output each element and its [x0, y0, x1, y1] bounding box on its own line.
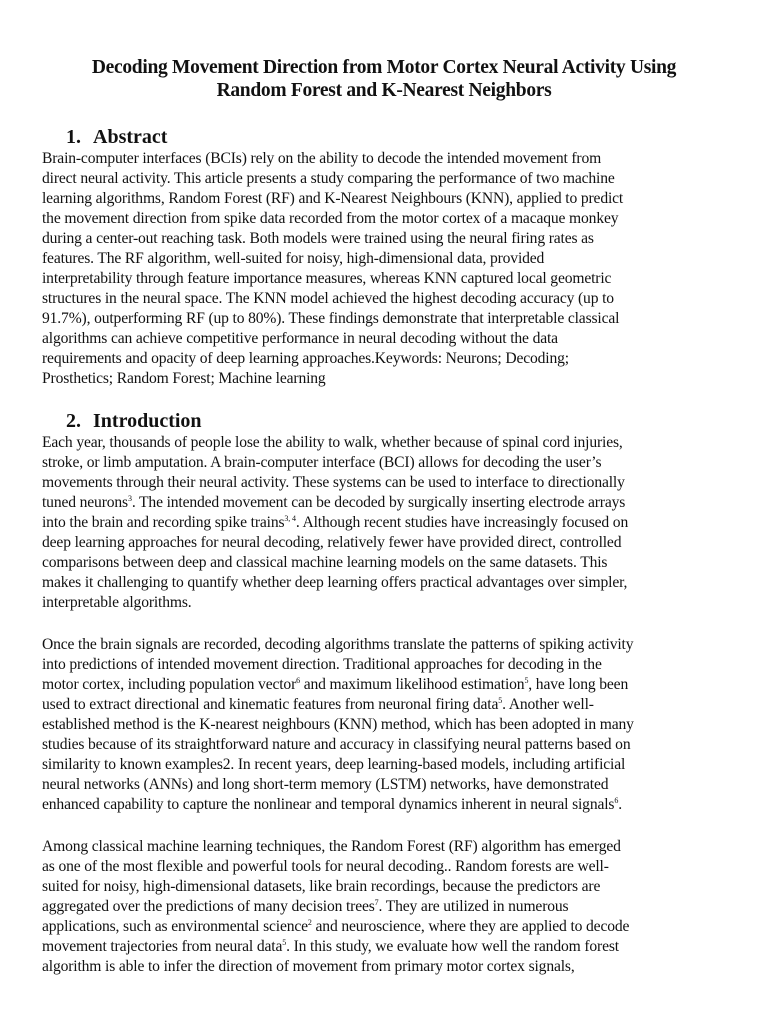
text-line [42, 494, 625, 512]
citation-superscript: 7 [374, 898, 379, 907]
text-line: as one of the most flexible and powerful tools for neural decoding.. Random forests are well- [42, 858, 609, 875]
text-line: interpretability through feature importance measures, whereas KNN captured local geometric [42, 270, 612, 287]
text-line: stroke, or limb amputation. A brain-computer interface (BCI) allows for decoding the user’s [42, 454, 602, 471]
text-span: motor cortex, including population vector [42, 676, 297, 693]
text-line: during a center-out reaching task. Both models were trained using the neural firing rates as [42, 230, 594, 247]
text-line: Prosthetics; Random Forest; Machine learning [42, 370, 326, 387]
text-span: . The intended movement can be decoded by surgically inserting electrode arrays [131, 494, 626, 511]
section-title: Introduction [93, 410, 202, 432]
text-line: structures in the neural space. The KNN model achieved the highest decoding accuracy (up to [42, 290, 614, 307]
citation-superscript: 2 [307, 918, 312, 927]
text-line [42, 796, 622, 814]
text-line: suited for noisy, high-dimensional datasets, like brain recordings, because the predictors are [42, 878, 601, 895]
text-line [42, 938, 619, 956]
citation-superscript: 3, 4 [284, 514, 296, 523]
text-line [42, 918, 629, 936]
text-line: Brain-computer interfaces (BCIs) rely on the ability to decode the intended movement from [42, 150, 602, 167]
citation-superscript: 6 [296, 676, 300, 685]
text-line: established method is the K-nearest neighbours (KNN) method, which has been adopted in many [42, 716, 634, 733]
text-line: makes it challenging to quantify whether deep learning offers practical advantages over simpler, [42, 574, 628, 591]
text-span: . They are utilized in numerous [378, 898, 569, 915]
text-line: movements through their neural activity. These systems can be used to interface to directionally [42, 474, 625, 491]
section-title: Abstract [93, 126, 168, 148]
text-line: the movement direction from spike data recorded from the motor cortex of a macaque monkey [42, 210, 619, 227]
text-line: algorithms can achieve competitive performance in neural decoding without the data [42, 330, 558, 347]
text-line: studies because of its straightforward nature and accuracy in classifying neural patterns based on [42, 736, 631, 753]
text-line: 91.7%), outperforming RF (up to 80%). These findings demonstrate that interpretable classical [42, 310, 620, 327]
text-span: . Although recent studies have increasingly focused on [295, 514, 629, 531]
text-line: algorithm is able to infer the direction of movement from primary motor cortex signals, [42, 958, 575, 975]
text-span: , have long been [528, 676, 629, 693]
section-number: 2. [66, 410, 81, 432]
text-line: comparisons between deep and classical machine learning models on the same datasets. This [42, 554, 608, 571]
section-number: 1. [66, 126, 81, 148]
text-line: direct neural activity. This article presents a study comparing the performance of two machine [42, 170, 615, 187]
text-span: applications, such as environmental science [42, 918, 308, 935]
text-span: and maximum likelihood estimation [299, 676, 525, 693]
citation-superscript: 3 [127, 494, 132, 503]
text-line: interpretable algorithms. [42, 594, 192, 611]
citation-superscript: 5 [524, 676, 529, 685]
text-line [42, 514, 628, 532]
text-span: . Another well- [502, 696, 594, 713]
text-line: Each year, thousands of people lose the ability to walk, whether because of spinal cord injuries, [42, 434, 623, 451]
paper-title-line-2: Random Forest and K-Nearest Neighbors [216, 80, 552, 101]
citation-superscript: 5 [498, 696, 503, 705]
text-line: requirements and opacity of deep learning approaches.Keywords: Neurons; Decoding; [42, 350, 569, 367]
text-line: into predictions of intended movement direction. Traditional approaches for decoding in the [42, 656, 602, 673]
text-span: . In this study, we evaluate how well the random forest [286, 938, 619, 955]
text-span: and neuroscience, where they are applied to decode [311, 918, 630, 935]
text-line [42, 898, 568, 916]
text-span: tuned neurons [42, 494, 128, 511]
text-line: features. The RF algorithm, well-suited for noisy, high-dimensional data, provided [42, 250, 545, 267]
text-line: Among classical machine learning techniques, the Random Forest (RF) algorithm has emerged [42, 838, 621, 855]
text-line: deep learning approaches for neural decoding, relatively fewer have provided direct, controlled [42, 534, 622, 551]
text-line: learning algorithms, Random Forest (RF) and K-Nearest Neighbours (KNN), applied to predict [42, 190, 624, 207]
text-line: Once the brain signals are recorded, decoding algorithms translate the patterns of spiking activity [42, 636, 634, 653]
text-span: movement trajectories from neural data [42, 938, 283, 955]
section-heading-introduction [66, 410, 202, 433]
text-line [42, 676, 628, 694]
text-span: enhanced capability to capture the nonlinear and temporal dynamics inherent in neural signals [42, 796, 615, 813]
citation-superscript: 6 [614, 796, 619, 805]
citation-superscript: 5 [282, 938, 287, 947]
paper-title-line-1: Decoding Movement Direction from Motor Cortex Neural Activity Using [91, 57, 677, 78]
text-span: aggregated over the predictions of many decision trees [42, 898, 375, 915]
text-line: neural networks (ANNs) and long short-term memory (LSTM) networks, have demonstrated [42, 776, 609, 793]
text-line: similarity to known examples2. In recent years, deep learning-based models, including artificial [42, 756, 626, 773]
text-span: into the brain and recording spike trains [42, 514, 285, 531]
text-span: . [618, 796, 622, 813]
section-heading-abstract [66, 126, 167, 149]
text-span: used to extract directional and kinematic features from neuronal firing data [42, 696, 499, 713]
text-line [42, 696, 594, 714]
